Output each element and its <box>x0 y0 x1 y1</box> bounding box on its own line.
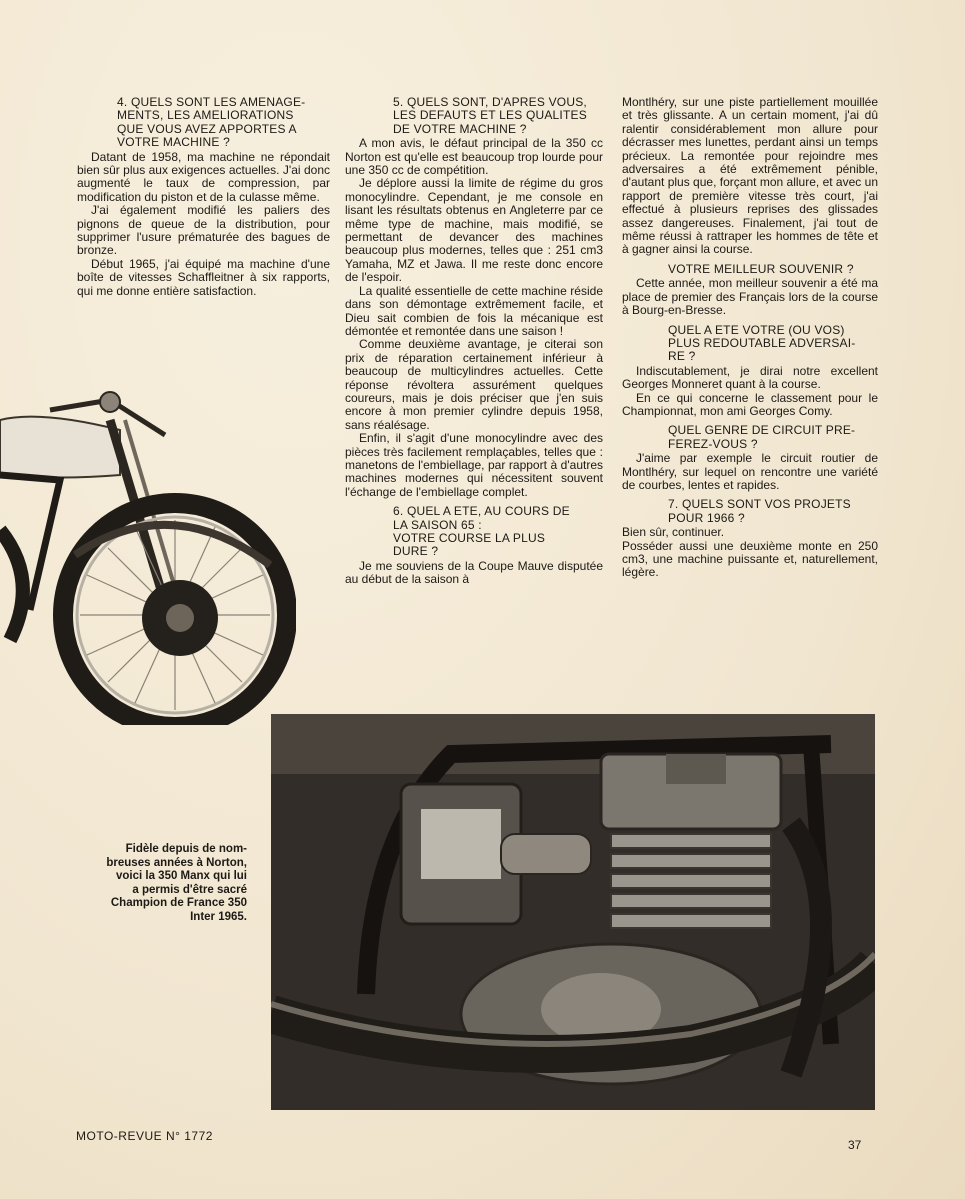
paragraph: J'ai également modifié les paliers des pignons de queue de la distribution, pour supprimer l'usure prématurée des bagues de bronze. <box>77 203 330 258</box>
paragraph: Je déplore aussi la limite de régime du gros monocylindre. Cependant, je me console en lisant les résultats obtenus en Angleterre par ce même type de machine, mais modifié, se permettant de devancer des machines beaucoup plus modernes, telles que : 251 cm3 Yamaha, MZ et Jawa. Il me reste donc encore de l'espoir. <box>345 176 603 285</box>
paragraph: En ce qui concerne le classement pour le Championnat, mon ami Georges Comy. <box>622 390 878 418</box>
paragraph: Cette année, mon meilleur souvenir a été ma place de premier des Français lors de la course à Bourg-en-Bresse. <box>622 276 878 318</box>
paragraph: Comme deuxième avantage, je citerai son prix de réparation certainement inférieur à beaucoup de multicylindres actuelles. Cette réponse révoltera assurément quelques coureurs, mais je dois préciser que j'en suis encore à mon premier cylindre depuis 1958, sans réalésage. <box>345 337 603 432</box>
paragraph: Bien sûr, continuer. <box>622 525 725 540</box>
column-2 <box>345 96 603 587</box>
question-circuit-heading: QUEL GENRE DE CIRCUIT PRE- FEREZ-VOUS ? <box>668 423 856 451</box>
question-4-heading: 4. QUELS SONT LES AMENAGE- MENTS, LES AMELIORATIONS QUE VOUS AVEZ APPORTES A VOTRE MACHINE ? <box>117 95 306 150</box>
photo-caption: Fidèle depuis de nom- breuses années à Norton, voici la 350 Manx qui lui a permis d'être sacré Champion de France 350 Inter 1965. <box>106 843 247 923</box>
paragraph: Indiscutablement, je dirai notre excellent Georges Monneret quant à la course. <box>622 363 878 392</box>
column-3 <box>622 96 878 580</box>
question-7-heading: 7. QUELS SONT VOS PROJETS POUR 1966 ? <box>668 497 851 525</box>
paragraph: A mon avis, le défaut principal de la 350 cc Norton est qu'elle est beaucoup trop lourde pour une 350 cc de compétition. <box>345 136 603 178</box>
paragraph: Posséder aussi une deuxième monte en 250 cm3, une machine puissante et, naturellement, légère. <box>622 538 878 580</box>
paragraph: Enfin, il s'agit d'une monocylindre avec des pièces très facilement remplaçables, telles que : manetons de l'embiellage, par rapport à d'autres machines modernes qui nécessitent souvent l'échange de l'embiellage complet. <box>345 431 603 499</box>
magazine-footer: MOTO-REVUE N° 1772 <box>76 1129 213 1143</box>
question-6-heading: 6. QUEL A ETE, AU COURS DE LA SAISON 65 : VOTRE COURSE LA PLUS DURE ? <box>393 504 570 559</box>
page-number: 37 <box>848 1138 862 1152</box>
column-1 <box>77 96 330 298</box>
engine-photo <box>271 714 875 1110</box>
paragraph: Début 1965, j'ai équipé ma machine d'une boîte de vitesses Schaffleitner à six rapports, qui me donne entière satisfaction. <box>77 256 330 298</box>
paragraph: J'aime par exemple le circuit routier de Montlhéry, sur lequel on rencontre une variété de courbes, lentes et rapides. <box>622 451 878 492</box>
paragraph: La qualité essentielle de cette machine réside dans son démontage extrêmement facile, et Dieu sait combien de fois la mécanique est démontée et remontée dans une saison ! <box>345 283 603 338</box>
paragraph: Datant de 1958, ma machine ne répondait bien sûr plus aux exigences actuelles. J'ai donc augmenté le taux de compression, par modification du piston et de la culasse même. <box>77 149 330 204</box>
question-5-heading: 5. QUELS SONT, D'APRES VOUS, LES DEFAUTS ET LES QUALITES DE VOTRE MACHINE ? <box>393 95 587 136</box>
paragraph: Montlhéry, sur une piste partiellement mouillée et très glissante. A un certain moment, j'ai dû ralentir considérablement mon allure pour décrasser mes lunettes, perdant ainsi un temps précieux. La remontée pour rejoindre mes adversaires a été extrêmement pénible, d'autant plus que, forçant mon allure, et avec un rapport de première vitesse très court, j'ai effectué à plusieurs reprises des glissades assez dangereuses. Finalement, j'ai tout de même réussi à rattraper les hommes de tête et à gagner ainsi la course. <box>622 95 878 257</box>
question-adversaire-heading: QUEL A ETE VOTRE (OU VOS) PLUS REDOUTABLE ADVERSAI- RE ? <box>668 322 856 364</box>
question-souvenir-heading: VOTRE MEILLEUR SOUVENIR ? <box>668 261 854 276</box>
motorcycle-photo <box>0 380 296 725</box>
paragraph: Je me souviens de la Coupe Mauve disputée au début de la saison à <box>345 558 603 587</box>
